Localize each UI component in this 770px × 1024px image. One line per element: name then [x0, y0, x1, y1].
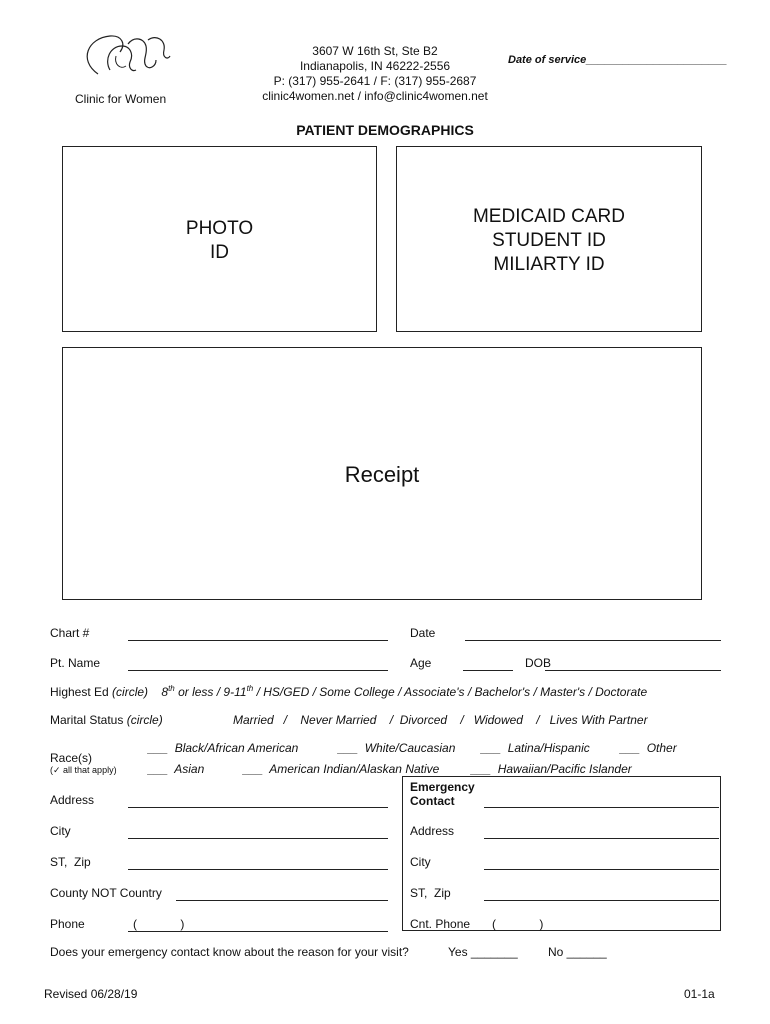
form-code: 01-1a — [684, 987, 715, 1001]
highest-ed-option-8[interactable]: 8 — [161, 685, 169, 699]
date-of-service-field[interactable]: Date of service_______________________ — [508, 54, 727, 66]
race-option-other[interactable]: ___ Other — [620, 741, 677, 755]
th-sup: th — [168, 684, 175, 693]
cnt-phone-parens: ( ) — [492, 917, 544, 931]
highest-ed-row — [50, 684, 647, 699]
cnt-phone-label: Cnt. Phone — [410, 917, 471, 931]
pt-name-label: Pt. Name — [50, 656, 101, 670]
race-label: Race(s) — [50, 751, 93, 765]
circle-note: (circle) — [126, 713, 163, 727]
address-line: clinic4women.net / info@clinic4women.net — [262, 89, 488, 103]
race-option-asian[interactable]: ___ Asian — [148, 762, 205, 776]
ec-yes-option[interactable]: Yes _______ — [448, 945, 518, 959]
form-title: PATIENT DEMOGRAPHICS — [296, 122, 474, 138]
address-line: 3607 W 16th St, Ste B2 — [312, 44, 438, 58]
student-id-label: STUDENT ID — [492, 230, 606, 251]
marital-status-options[interactable]: Married / Never Married / Divorced / Widowed / Lives With Partner — [233, 713, 648, 727]
ec-question: Does your emergency contact know about the reason for your visit? — [50, 945, 409, 959]
receipt-label: Receipt — [344, 462, 420, 487]
logo-text: Clinic for Women — [75, 92, 167, 106]
id-label: ID — [210, 242, 229, 263]
phone-input-line[interactable] — [128, 931, 388, 932]
medicaid-card-box — [396, 146, 702, 332]
ec-st-zip-label: ST, Zip — [410, 886, 451, 900]
emergency-label: Emergency — [410, 780, 475, 794]
ec-city-input-line[interactable] — [484, 869, 719, 870]
emergency-name-input-line[interactable] — [484, 807, 719, 808]
phone-parens: ( ) — [133, 917, 185, 931]
logo-figures-icon — [70, 30, 180, 90]
st-zip-input-line[interactable] — [128, 869, 388, 870]
ec-city-label: City — [410, 855, 431, 869]
emergency-contact-label — [410, 780, 475, 808]
medicaid-card-label: MEDICAID CARD — [472, 206, 625, 227]
military-id-label: MILIARTY ID — [493, 254, 605, 275]
age-label: Age — [410, 656, 432, 670]
dob-label: DOB — [525, 656, 552, 670]
marital-status-row — [50, 713, 163, 727]
city-label: City — [50, 824, 71, 838]
county-label: County NOT Country — [50, 886, 162, 900]
th-sup: th — [246, 684, 254, 693]
photo-label: PHOTO — [185, 218, 254, 239]
pt-name-input-line[interactable] — [128, 670, 388, 671]
city-input-line[interactable] — [128, 838, 388, 839]
revised-date: Revised 06/28/19 — [44, 987, 138, 1001]
highest-ed-options[interactable]: / HS/GED / Some College / Associate's / Bachelor's / Master's / Doctorate — [253, 685, 648, 699]
circle-note: (circle) — [112, 685, 149, 699]
address-line: Indianapolis, IN 46222-2556 — [299, 59, 451, 73]
receipt-box — [62, 347, 702, 600]
chart-input-line[interactable] — [128, 640, 388, 641]
chart-label: Chart # — [50, 626, 90, 640]
date-input-line[interactable] — [465, 640, 721, 641]
address-input-line[interactable] — [128, 807, 388, 808]
phone-label: Phone — [50, 917, 85, 931]
ec-st-zip-input-line[interactable] — [484, 900, 719, 901]
ec-address-label: Address — [410, 824, 455, 838]
race-option-latina[interactable]: ___ Latina/Hispanic — [481, 741, 590, 755]
age-input-line[interactable] — [463, 670, 513, 671]
marital-status-label: Marital Status — [50, 713, 124, 727]
clinic-logo — [70, 30, 180, 90]
date-label: Date — [410, 626, 436, 640]
ec-no-option[interactable]: No ______ — [548, 945, 607, 959]
county-input-line[interactable] — [176, 900, 388, 901]
race-option-white[interactable]: ___ White/Caucasian — [338, 741, 456, 755]
contact-label: Contact — [410, 794, 455, 808]
highest-ed-label: Highest Ed — [50, 685, 109, 699]
race-option-hawaiian[interactable]: ___ Hawaiian/Pacific Islander — [471, 762, 632, 776]
photo-id-box — [62, 146, 377, 332]
clinic-address — [230, 44, 520, 104]
race-option-black[interactable]: ___ Black/African American — [148, 741, 299, 755]
address-line: P: (317) 955-2641 / F: (317) 955-2687 — [273, 74, 477, 88]
dob-input-line[interactable] — [545, 670, 721, 671]
ec-address-input-line[interactable] — [484, 838, 719, 839]
st-zip-label: ST, Zip — [50, 855, 91, 869]
race-note: (✓ all that apply) — [50, 765, 117, 775]
address-label: Address — [50, 793, 95, 807]
race-option-native-american[interactable]: ___ American Indian/Alaskan Native — [243, 762, 440, 776]
highest-ed-option-9-11[interactable]: or less / 9-11 — [174, 685, 247, 699]
